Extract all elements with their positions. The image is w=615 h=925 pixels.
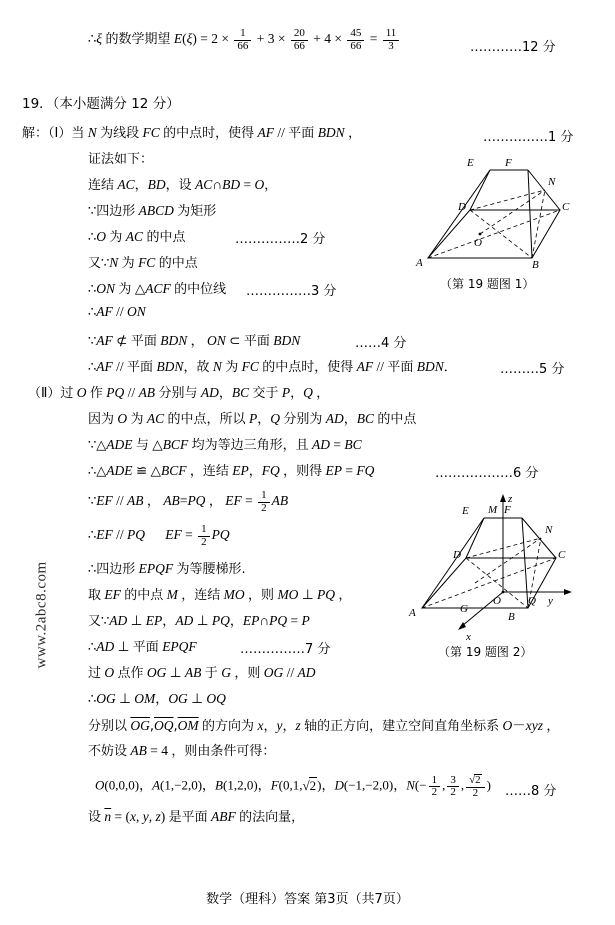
line-assume-ab: 不妨设 AB = 4 ，则由条件可得： bbox=[88, 743, 276, 759]
page-footer: 数学（理科）答案 第3页（共7页） bbox=[206, 892, 409, 907]
svg-text:E: E bbox=[462, 505, 469, 517]
problem-19-heading: 19．（本小题满分 12 分） bbox=[22, 96, 180, 112]
figure-1 bbox=[410, 148, 605, 283]
line-congruent: ∴△ADE ≌ △BCF ，连结 EP，FQ ，则得 EP = FQ bbox=[88, 463, 375, 479]
line-trapezoid: ∴四边形 EPQF 为等腰梯形. bbox=[88, 561, 246, 577]
line-expectation-mark: …………12 分 bbox=[470, 40, 556, 55]
line-af-parallel-on: ∴AF // ON bbox=[88, 304, 146, 320]
svg-text:D: D bbox=[458, 201, 466, 213]
mark-8fen: ……8 分 bbox=[505, 784, 557, 799]
line-proof-intro: 证法如下： bbox=[88, 152, 154, 167]
mark-4fen: ……4 分 bbox=[355, 336, 407, 351]
line-ad-perp-plane: ∴AD ⊥ 平面 EPQF bbox=[88, 639, 197, 655]
svg-text:M: M bbox=[488, 504, 498, 516]
line-ad-perp: 又∵AD ⊥ EP，AD ⊥ PQ，EP∩PQ = P bbox=[88, 613, 310, 629]
svg-text:N: N bbox=[545, 524, 553, 536]
svg-text:N: N bbox=[548, 176, 556, 188]
svg-text:G: G bbox=[460, 603, 468, 615]
mark-2fen: ……………2 分 bbox=[235, 232, 326, 247]
svg-text:B: B bbox=[508, 611, 515, 623]
line-coordinates: O(0,0,0)，A(1,−2,0)，B(1,2,0)，F(0,1,√2)，D(−1,−2,0)，N(− $\frac{1}{2}$ , $\frac{3}{2}$ , $\frac{√2}{2}$ ) bbox=[95, 773, 491, 799]
line-equilateral: ∵△ADE 与 △BCF 均为等边三角形，且 AD = BC bbox=[88, 437, 362, 453]
svg-text:C: C bbox=[558, 549, 566, 561]
line-o-midpoint: ∴O 为 AC 的中点 bbox=[88, 229, 186, 245]
svg-text:O: O bbox=[474, 237, 482, 249]
mark-3fen: ……………3 分 bbox=[246, 284, 337, 299]
svg-text:A: A bbox=[409, 607, 416, 619]
line-take-m: 取 EF 的中点 M ，连结 MO ，则 MO ⊥ PQ ， bbox=[88, 587, 352, 603]
line-ef-pq: ∴EF // PQ EF = $\frac{1}{2}$ PQ bbox=[88, 523, 230, 548]
svg-text:y: y bbox=[548, 595, 553, 607]
line-og-perp-om: ∴OG ⊥ OM，OG ⊥ OQ bbox=[88, 691, 226, 707]
line-n-midpoint: 又∵N 为 FC 的中点 bbox=[88, 255, 198, 271]
svg-text:O: O bbox=[493, 595, 501, 607]
line-part2-intro: （Ⅱ）过 O 作 PQ // AB 分别与 AD，BC 交于 P，Q ， bbox=[28, 385, 330, 401]
svg-text:C: C bbox=[562, 201, 570, 213]
svg-text:Q: Q bbox=[528, 595, 536, 607]
line-rect-abcd: ∵四边形 ABCD 为矩形 bbox=[88, 203, 217, 219]
svg-text:F: F bbox=[505, 157, 512, 169]
mark-5fen: ………5 分 bbox=[500, 362, 565, 377]
line-og-perp-ab: 过 O 点作 OG ⊥ AB 于 G ，则 OG // AD bbox=[88, 665, 316, 681]
mark-6fen: ………………6 分 bbox=[435, 466, 539, 481]
svg-text:z: z bbox=[508, 493, 513, 505]
figure-1-caption: （第 19 题图 1） bbox=[440, 277, 535, 291]
mark-7fen: ……………7 分 bbox=[240, 642, 331, 657]
svg-text:F: F bbox=[504, 504, 511, 516]
line-pq-midpoints: 因为 O 为 AC 的中点，所以 P，Q 分别为 AD，BC 的中点 bbox=[88, 411, 417, 427]
line-ef-ab: ∵EF // AB ， AB=PQ ， EF = $\frac{1}{2}$ AB bbox=[88, 489, 289, 514]
line-expectation: ∴ξ 的数学期望 E(ξ) = 2 × $\frac{1}{66}$ + 3 × $\frac{20}{66}$ + 4 × $\frac{45}{66}$ = $\frac{11}{3}$ bbox=[88, 28, 401, 52]
svg-text:A: A bbox=[416, 257, 423, 269]
line-normal-vector: 设 $\overline{n} = (x$, y, z) 是平面 ABF 的法向量， bbox=[88, 809, 305, 825]
figure-2 bbox=[400, 480, 605, 645]
line-af-not-in-plane: ∵AF ⊄ 平面 BDN ， ON ⊂ 平面 BDN bbox=[88, 333, 301, 349]
svg-text:x: x bbox=[466, 631, 471, 643]
svg-text:B: B bbox=[532, 259, 539, 271]
line-coordinate-system: 分别以 $\overline{OG},\overline{OQ},\overline{OM}$ 的方向为 x，y，z 轴的正方向，建立空间直角坐标系 O－xyz ， bbox=[88, 718, 560, 734]
line-median: ∴ON 为 △ACF 的中位线 bbox=[88, 281, 227, 297]
line-connect-acbd: 连结 AC，BD，设 AC∩BD = O， bbox=[88, 177, 278, 193]
watermark-text: www.2abc8.com bbox=[33, 561, 50, 669]
svg-text:D: D bbox=[453, 549, 461, 561]
mark-1fen: ……………1 分 bbox=[483, 130, 574, 145]
figure-2-caption: （第 19 题图 2） bbox=[438, 645, 533, 659]
line-conclusion-part1: ∴AF // 平面 BDN，故 N 为 FC 的中点时，使得 AF // 平面 BDN． bbox=[88, 359, 457, 375]
line-solution-part1: 解：（Ⅰ）当 N 为线段 FC 的中点时，使得 AF // 平面 BDN ， bbox=[22, 125, 362, 141]
svg-text:E: E bbox=[467, 157, 474, 169]
